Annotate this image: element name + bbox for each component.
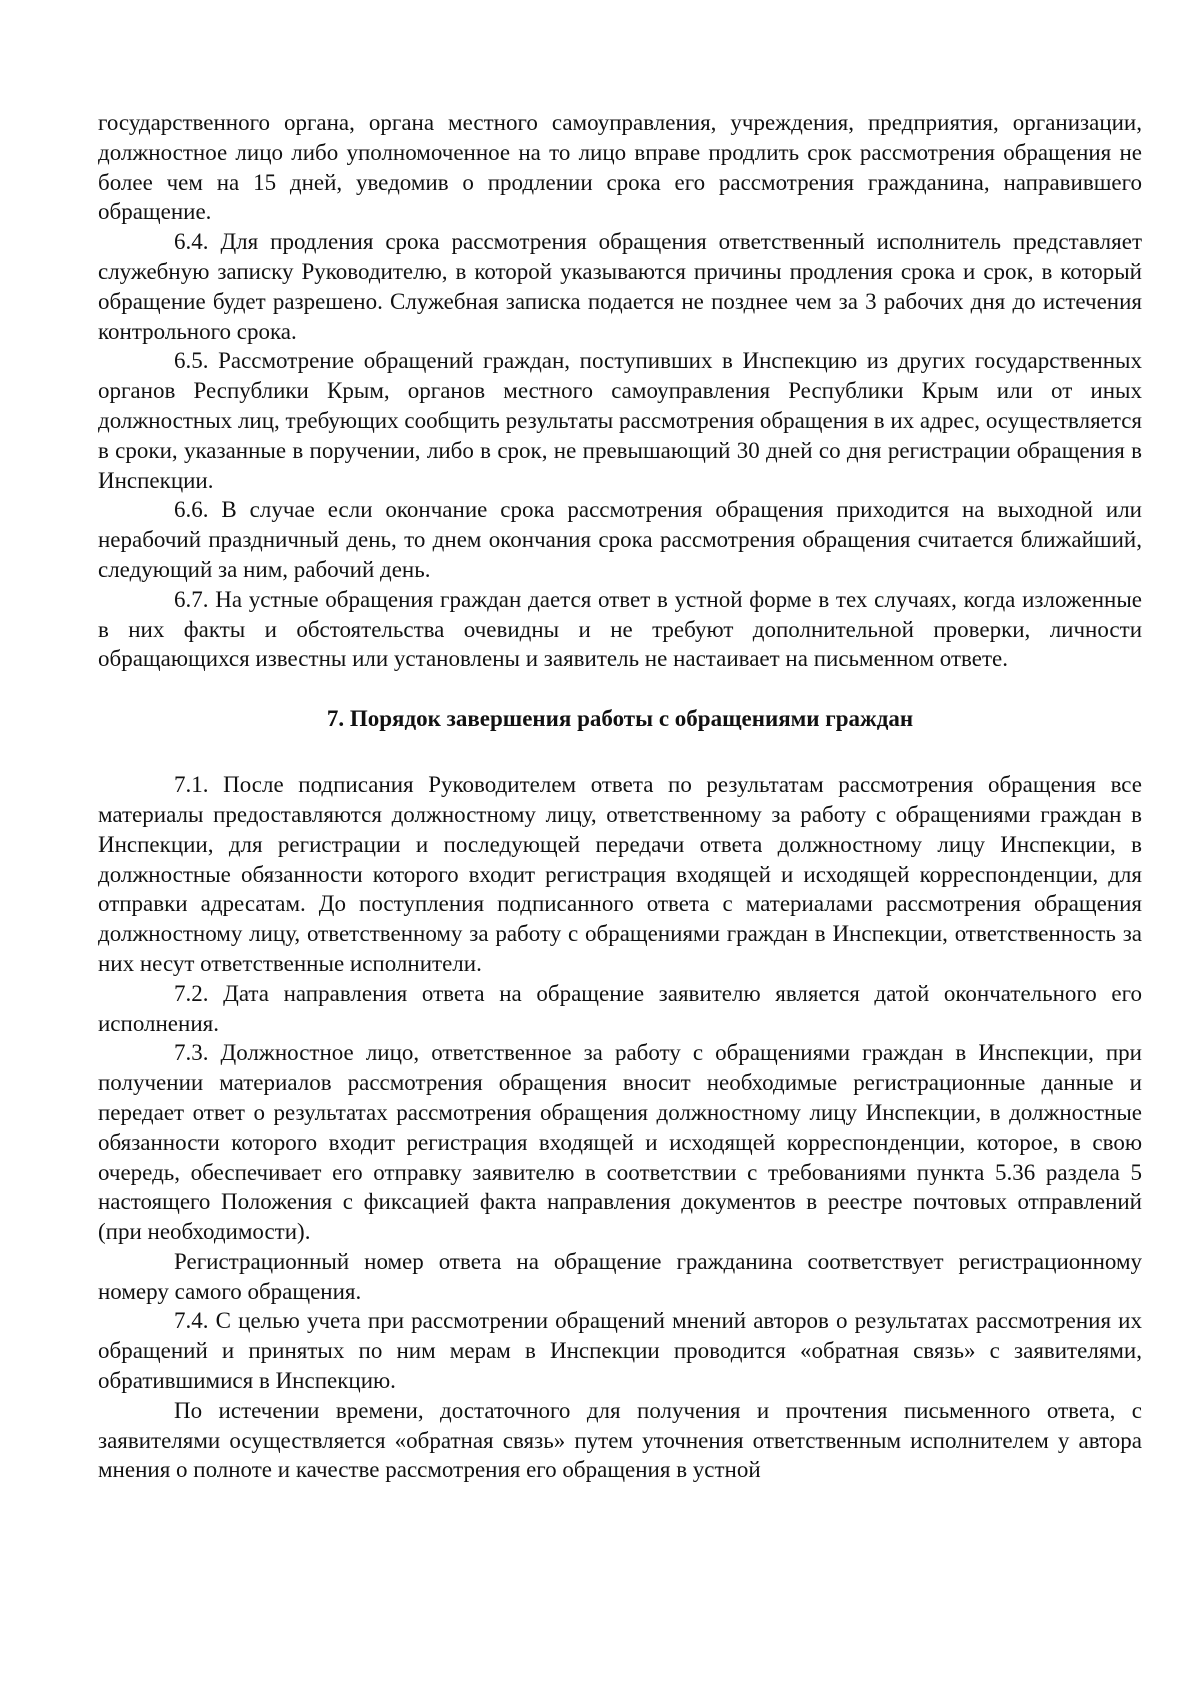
paragraph-6-6: 6.6. В случае если окончание срока рассмотрения обращения приходится на выходной или нерабочий праздничный день, то днем окончания срока рассмотрения обращения считается ближайший, следующий за ним, рабочий день. (98, 497, 1142, 582)
paragraph-7-4: 7.4. С целью учета при рассмотрении обращений мнений авторов о результатах рассмотрения их обращений и принятых по ним мерам в Инспекции проводится «обратная связь» с заявителями, обратившимися в Инспекцию. (98, 1308, 1142, 1394)
paragraph-7-2: 7.2. Дата направления ответа на обращение заявителю является датой окончательного его исполнения. (98, 980, 1142, 1036)
paragraph-6-4: 6.4. Для продления срока рассмотрения обращения ответственный исполнитель представляет служебную записку Руководителю, в которой указываются причины продления срока и срок, в который обращение будет разрешено. Служебная записка подается не позднее чем за 3 рабочих дня до истечения контрольного срока. (98, 229, 1142, 344)
paragraph-7-1: 7.1. После подписания Руководителем ответа по результатам рассмотрения обращения все материалы предоставляются должностному лицу, ответственному за работу с обращениями граждан в Инспекции, для регистрации и последующей передачи ответа должностному лицу Инспекции, в должностные обязанности которого входит регистрация входящей и исходящей корреспонденции, для отправки адресатам. До поступления подписанного ответа с материалами рассмотрения обращения должностному лицу, ответственному за работу с обращениями граждан в Инспекции, ответственность за них несут ответственные исполнители. (98, 772, 1142, 976)
paragraph-6-5: 6.5. Рассмотрение обращений граждан, поступивших в Инспекцию из других государственных органов Республики Крым, органов местного самоуправления Республики Крым или от иных должностных лиц, требующих сообщить результаты рассмотрения обращения в их адрес, осуществляется в сроки, указанные в поручении, либо в срок, не превышающий 30 дней со дня регистрации обращения в Инспекции. (98, 348, 1142, 493)
paragraph-7-3: 7.3. Должностное лицо, ответственное за работу с обращениями граждан в Инспекции, при получении материалов рассмотрения обращения вносит необходимые регистрационные данные и передает ответ о результатах рассмотрения обращения должностному лицу Инспекции, в должностные обязанности которого входит регистрация входящей и исходящей корреспонденции, которое, в свою очередь, обеспечивает его отправку заявителю в соответствии с требованиями пункта 5.36 раздела 5 настоящего Положения с фиксацией факта направления документов в реестре почтовых отправлений (при необходимости). (98, 1040, 1142, 1245)
paragraph-feedback: По истечении времени, достаточного для получения и прочтения письменного ответа, с заявителями осуществляется «обратная связь» путем уточнения ответственным исполнителем у автора мнения о полноте и качестве рассмотрения его обращения в устной (98, 1397, 1142, 1483)
document-body (98, 108, 1142, 1485)
paragraph-registration-number: Регистрационный номер ответа на обращение гражданина соответствует регистрационному номеру самого обращения. (98, 1248, 1142, 1304)
section-7-heading: 7. Порядок завершения работы с обращениями граждан (326, 706, 914, 732)
paragraph-6-7: 6.7. На устные обращения граждан дается ответ в устной форме в тех случаях, когда изложенные в них факты и обстоятельства очевидны и не требуют дополнительной проверки, личности обращающихся известны или установлены и заявитель не настаивает на письменном ответе. (98, 586, 1142, 672)
paragraph-continuation: государственного органа, органа местного самоуправления, учреждения, предприятия, организации, должностное лицо либо уполномоченное на то лицо вправе продлить срок рассмотрения обращения не более чем на 15 дней, уведомив о продлении срока его рассмотрения гражданина, направившего обращение. (98, 110, 1142, 225)
